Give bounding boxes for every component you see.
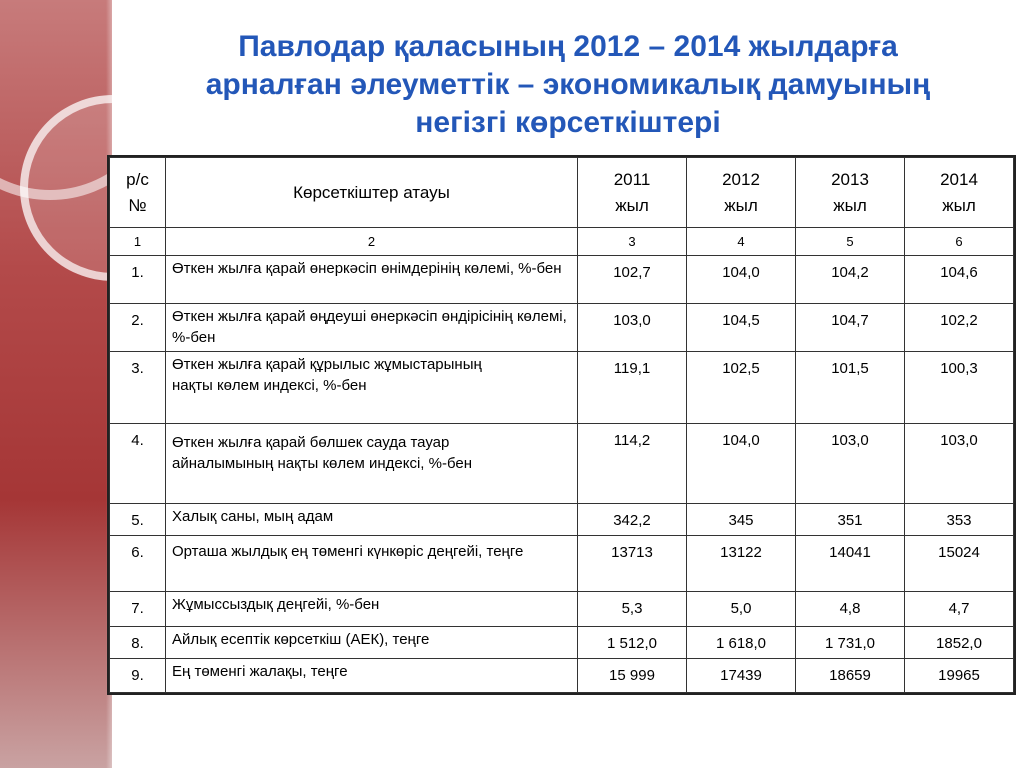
- table-row: [110, 592, 1014, 627]
- value-cell: 13122: [687, 536, 796, 592]
- value-cell: 119,1: [578, 352, 687, 424]
- header-cell-name: Көрсеткіштер атауы: [166, 158, 578, 228]
- table-row: [110, 424, 1014, 504]
- value-cell: 104,7: [796, 304, 905, 352]
- column-number: 5: [796, 228, 905, 256]
- value-cell: 15 999: [578, 659, 687, 693]
- table-row: [110, 536, 1014, 592]
- value-cell: 104,0: [687, 424, 796, 504]
- value-cell: 19965: [905, 659, 1014, 693]
- column-number: 1: [110, 228, 166, 256]
- value-cell: 1 731,0: [796, 627, 905, 659]
- row-number: 6.: [110, 536, 166, 592]
- indicator-name: Өткен жылға қарай бөлшек сауда тауар айналымының нақты көлем индексі, %-бен: [166, 424, 578, 504]
- title-line: Павлодар қаласының 2012 – 2014 жылдарға: [238, 30, 898, 63]
- value-cell: 4,8: [796, 592, 905, 627]
- value-cell: 102,5: [687, 352, 796, 424]
- row-number: 2.: [110, 304, 166, 352]
- value-cell: 101,5: [796, 352, 905, 424]
- header-cell-year: 2013 жыл: [796, 158, 905, 228]
- table-row: [110, 627, 1014, 659]
- row-number: 3.: [110, 352, 166, 424]
- row-number: 9.: [110, 659, 166, 693]
- indicator-name: Ең төменгі жалақы, теңге: [166, 659, 578, 693]
- value-cell: 114,2: [578, 424, 687, 504]
- title-line: негізгі көрсеткіштері: [415, 106, 721, 139]
- value-cell: 14041: [796, 536, 905, 592]
- row-number: 8.: [110, 627, 166, 659]
- column-number: 3: [578, 228, 687, 256]
- value-cell: 345: [687, 504, 796, 536]
- column-number-row: [110, 228, 1014, 256]
- value-cell: 15024: [905, 536, 1014, 592]
- value-cell: 104,6: [905, 256, 1014, 304]
- indicator-name: Өткен жылға қарай құрылыс жұмыстарының нақты көлем индексі, %-бен: [166, 352, 578, 424]
- value-cell: 17439: [687, 659, 796, 693]
- value-cell: 353: [905, 504, 1014, 536]
- indicator-name: Өткен жылға қарай өңдеуші өнеркәсіп өндірісінің көлемі, %-бен: [166, 304, 578, 352]
- value-cell: 102,2: [905, 304, 1014, 352]
- value-cell: 13713: [578, 536, 687, 592]
- value-cell: 103,0: [578, 304, 687, 352]
- value-cell: 4,7: [905, 592, 1014, 627]
- value-cell: 5,0: [687, 592, 796, 627]
- table-row: [110, 504, 1014, 536]
- column-number: 2: [166, 228, 578, 256]
- table-row: [110, 352, 1014, 424]
- value-cell: 100,3: [905, 352, 1014, 424]
- table-header-row: [110, 158, 1014, 228]
- table-row: [110, 304, 1014, 352]
- header-cell-number: р/с №: [110, 158, 166, 228]
- value-cell: 1 512,0: [578, 627, 687, 659]
- value-cell: 104,2: [796, 256, 905, 304]
- row-number: 5.: [110, 504, 166, 536]
- table-row: [110, 256, 1014, 304]
- indicator-name: Жұмыссыздық деңгейі, %-бен: [166, 592, 578, 627]
- indicator-name: Халық саны, мың адам: [166, 504, 578, 536]
- header-cell-year: 2011 жыл: [578, 158, 687, 228]
- indicator-name: Айлық есептік көрсеткіш (АЕК), теңге: [166, 627, 578, 659]
- value-cell: 103,0: [905, 424, 1014, 504]
- slide-title: [112, 28, 1024, 142]
- value-cell: 18659: [796, 659, 905, 693]
- value-cell: 1 618,0: [687, 627, 796, 659]
- column-number: 4: [687, 228, 796, 256]
- header-cell-year: 2014 жыл: [905, 158, 1014, 228]
- column-number: 6: [905, 228, 1014, 256]
- indicators-table: [109, 157, 1014, 693]
- value-cell: 104,0: [687, 256, 796, 304]
- title-line: арналған әлеуметтік – экономикалық дамуының: [205, 68, 931, 101]
- row-number: 7.: [110, 592, 166, 627]
- value-cell: 1852,0: [905, 627, 1014, 659]
- indicator-name: Орташа жылдық ең төменгі күнкөріс деңгейі, теңге: [166, 536, 578, 592]
- value-cell: 104,5: [687, 304, 796, 352]
- value-cell: 342,2: [578, 504, 687, 536]
- header-cell-year: 2012 жыл: [687, 158, 796, 228]
- table-row: [110, 659, 1014, 693]
- row-number: 1.: [110, 256, 166, 304]
- indicator-name: Өткен жылға қарай өнеркәсіп өнімдерінің көлемі, %-бен: [166, 256, 578, 304]
- value-cell: 102,7: [578, 256, 687, 304]
- row-number: 4.: [110, 424, 166, 504]
- value-cell: 103,0: [796, 424, 905, 504]
- value-cell: 5,3: [578, 592, 687, 627]
- value-cell: 351: [796, 504, 905, 536]
